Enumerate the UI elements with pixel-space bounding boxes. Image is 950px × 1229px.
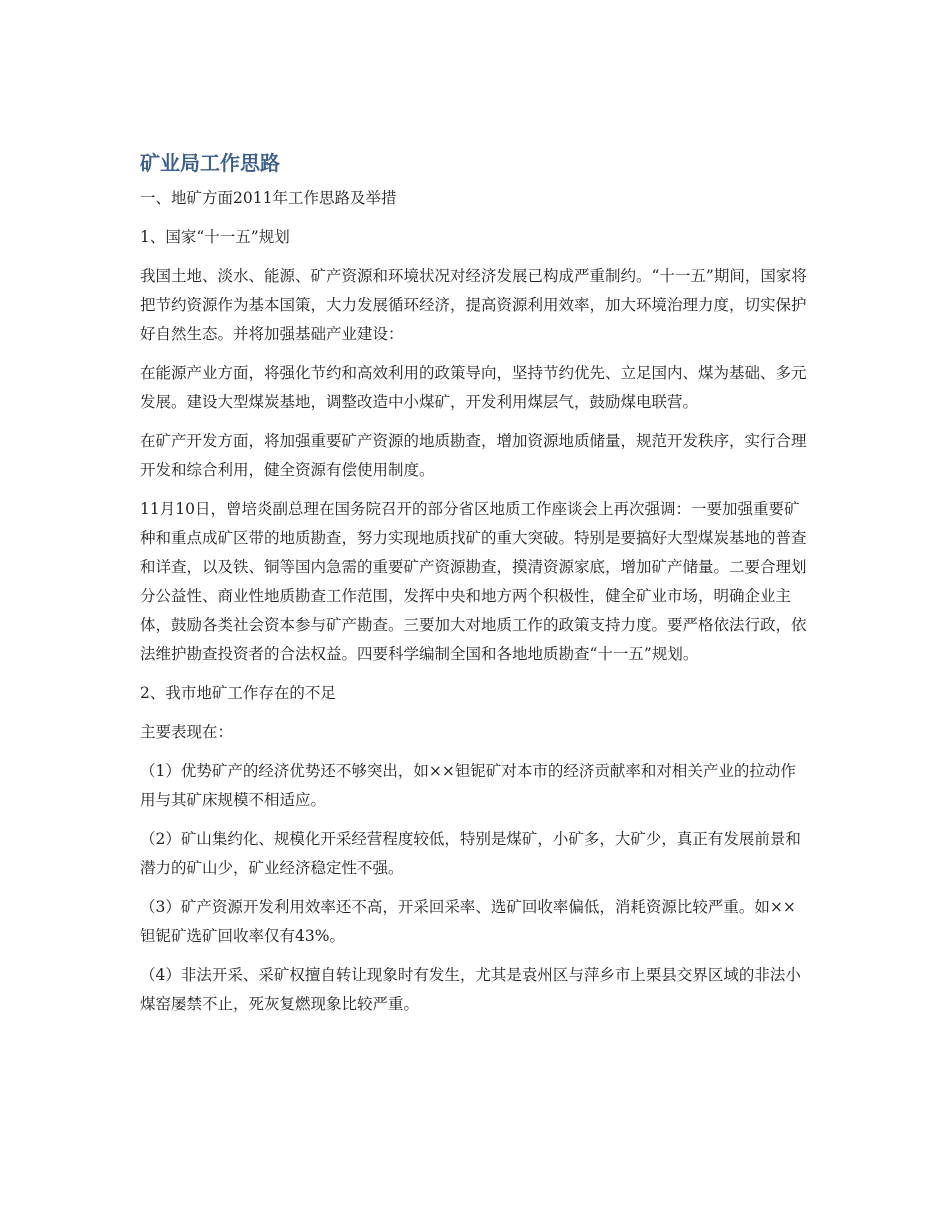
list-item-issue-1: （1）优势矿产的经济优势还不够突出，如××钽铌矿对本市的经济贡献率和对相关产业的拉动作用与其矿床规模不相适应。 (140, 762, 796, 809)
subsection-heading-2: 2、我市地矿工作存在的不足 (140, 684, 336, 702)
document-title: 矿业局工作思路 (140, 151, 280, 175)
subsection-heading-1: 1、国家“十一五”规划 (140, 228, 290, 246)
section-heading-1: 一、地矿方面2011年工作思路及举措 (140, 189, 397, 207)
list-item-issue-2: （2）矿山集约化、规模化开采经营程度较低，特别是煤矿，小矿多，大矿少，真正有发展前景和潜力的矿山少，矿业经济稳定性不强。 (140, 830, 801, 877)
list-item-issue-4: （4）非法开采、采矿权擅自转让现象时有发生，尤其是袁州区与萍乡市上栗县交界区域的非法小煤窑屡禁不止，死灰复燃现象比较严重。 (140, 966, 801, 1013)
document-page (140, 148, 810, 1029)
paragraph-nov-10-meeting: 11月10日，曾培炎副总理在国务院召开的部分省区地质工作座谈会上再次强调：一要加强重要矿种和重点成矿区带的地质勘查，努力实现地质找矿的重大突破。特别是要搞好大型煤炭基地的普查和详查，以及铁、铜等国内急需的重要矿产资源勘查，摸清资源家底，增加矿产储量。二要合理划分公益性、商业性地质勘查工作范围，发挥中央和地方两个积极性，健全矿业市场，明确企业主体，鼓励各类社会资本参与矿产勘查。三要加大对地质工作的政策支持力度。要严格依法行政，依法维护勘查投资者的合法权益。四要科学编制全国和各地地质勘查“十一五”规划。 (140, 500, 807, 663)
list-item-issue-3: （3）矿产资源开发利用效率还不高，开采回采率、选矿回收率偏低，消耗资源比较严重。如××钽铌矿选矿回收率仅有43%。 (140, 898, 796, 945)
paragraph-main-issues-intro: 主要表现在： (140, 723, 234, 741)
paragraph-energy-industry: 在能源产业方面，将强化节约和高效利用的政策导向，坚持节约优先、立足国内、煤为基础、多元发展。建设大型煤炭基地，调整改造中小煤矿，开发利用煤层气，鼓励煤电联营。 (140, 364, 807, 411)
paragraph-mineral-development: 在矿产开发方面，将加强重要矿产资源的地质勘查，增加资源地质储量，规范开发秩序，实行合理开发和综合利用，健全资源有偿使用制度。 (140, 432, 807, 479)
paragraph-national-plan: 我国土地、淡水、能源、矿产资源和环境状况对经济发展已构成严重制约。“十一五”期间，国家将把节约资源作为基本国策，大力发展循环经济，提高资源利用效率，加大环境治理力度，切实保护好自然生态。并将加强基础产业建设： (140, 267, 807, 343)
